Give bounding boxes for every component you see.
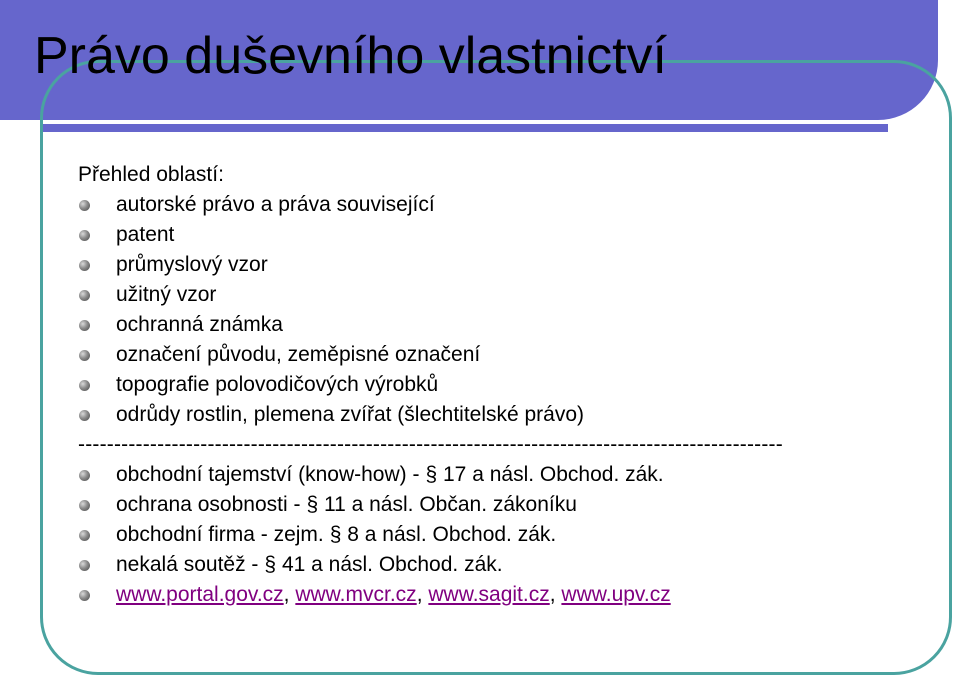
bullet-dot-icon	[79, 500, 90, 511]
link-separator: ,	[416, 583, 429, 606]
bullet-dot-icon	[79, 290, 90, 301]
list-item-text: označení původu, zeměpisné označení	[116, 343, 481, 366]
list-item-text: obchodní tajemství (know-how) -	[116, 463, 420, 486]
bullet-dot-icon	[79, 260, 90, 271]
bullet-dot-icon	[79, 380, 90, 391]
bullet-dot-icon	[79, 350, 90, 361]
link-sagit[interactable]: www.sagit.cz	[428, 583, 550, 606]
list-item	[78, 490, 938, 520]
list-item-text: nekalá soutěž -	[116, 553, 259, 576]
bullet-dot-icon	[79, 200, 90, 211]
slide-title: Právo duševního vlastnictví	[34, 27, 667, 85]
list-item-reference: 17 a násl. Obchod. zák.	[443, 463, 664, 486]
link-separator: ,	[549, 583, 562, 606]
link-separator: ,	[283, 583, 296, 606]
list-item-text: ochrana osobnosti -	[116, 493, 301, 516]
section-sign: §	[264, 553, 277, 576]
list-item	[78, 460, 938, 490]
list-item-text: ochranná známka	[116, 313, 283, 336]
list-item	[78, 310, 938, 340]
list-item	[78, 370, 938, 400]
section-sign: §	[329, 523, 342, 546]
areas-list	[78, 190, 938, 430]
bullet-dot-icon	[79, 590, 90, 601]
list-item	[78, 520, 938, 550]
slide-content	[78, 160, 938, 610]
link-portal-gov[interactable]: www.portal.gov.cz	[116, 583, 284, 606]
list-item	[78, 340, 938, 370]
bullet-dot-icon	[79, 320, 90, 331]
list-item	[78, 190, 938, 220]
list-item-text: autorské právo a práva související	[116, 193, 435, 216]
list-item-reference: 8 a násl. Obchod. zák.	[347, 523, 557, 546]
list-item-reference: 41 a násl. Obchod. zák.	[281, 553, 503, 576]
section-sign: §	[306, 493, 319, 516]
list-item	[78, 220, 938, 250]
list-item-text: odrůdy rostlin, plemena zvířat (šlechtitelské právo)	[116, 403, 585, 426]
bullet-dot-icon	[79, 530, 90, 541]
list-item-reference: 11 a násl. Občan. zákoníku	[323, 493, 577, 516]
dashed-divider: --------------------------------------------------------------------------------------------------	[78, 433, 783, 456]
intro-text: Přehled oblastí:	[78, 163, 224, 186]
list-item	[78, 250, 938, 280]
bullet-dot-icon	[79, 230, 90, 241]
other-rights-list	[78, 460, 938, 610]
section-sign: §	[425, 463, 438, 486]
list-item-text: obchodní firma - zejm.	[116, 523, 324, 546]
list-item	[78, 280, 938, 310]
list-item-text: patent	[116, 223, 175, 246]
list-item-text: topografie polovodičových výrobků	[116, 373, 439, 396]
list-item	[78, 400, 938, 430]
list-item-text: průmyslový vzor	[116, 253, 268, 276]
bullet-dot-icon	[79, 410, 90, 421]
bullet-dot-icon	[79, 560, 90, 571]
link-upv[interactable]: www.upv.cz	[561, 583, 671, 606]
links-item	[78, 580, 938, 610]
list-item-text: užitný vzor	[116, 283, 217, 306]
bullet-dot-icon	[79, 470, 90, 481]
list-item	[78, 550, 938, 580]
link-mvcr[interactable]: www.mvcr.cz	[295, 583, 417, 606]
